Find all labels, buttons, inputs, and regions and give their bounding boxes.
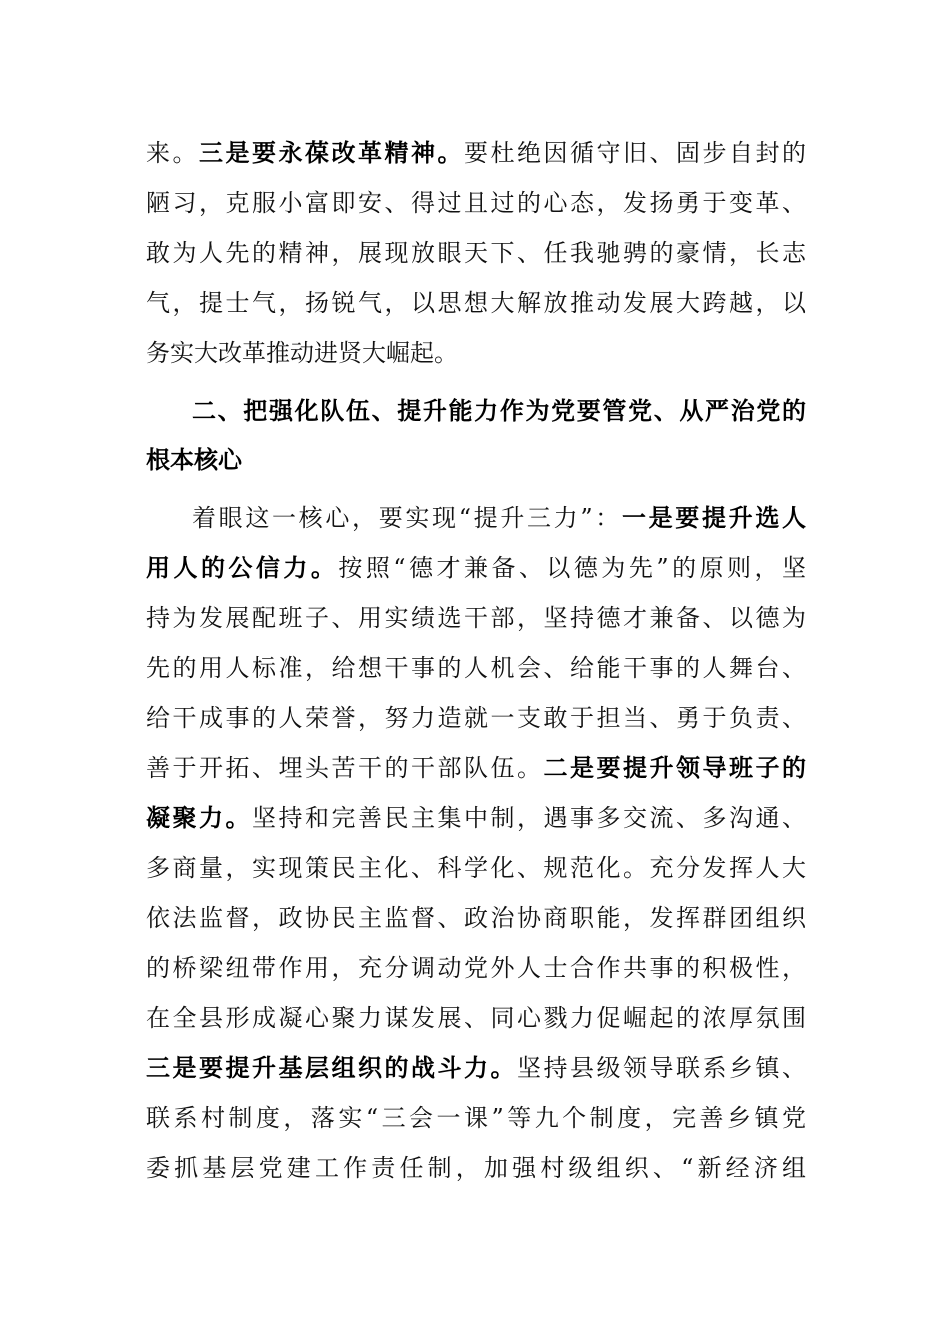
text-run: 按照“德才兼备、以德为先”的原则，坚 bbox=[338, 554, 806, 582]
bold-text-run: 二是要提升领导班子的 bbox=[543, 754, 806, 782]
paragraph-line: 委抓基层党建工作责任制，加强村级组织、“新经济组 bbox=[146, 1154, 806, 1182]
text-run: 要杜绝因循守旧、固步自封的 bbox=[464, 139, 806, 167]
paragraph-line bbox=[146, 748, 806, 788]
bold-text-run: 用人的公信力。 bbox=[146, 554, 339, 582]
text-run: 着眼这一核心，要实现“提升三力”： bbox=[192, 504, 622, 532]
paragraph-line: 给干成事的人荣誉，努力造就一支敢于担当、勇于负责、 bbox=[146, 704, 806, 732]
section-heading-continued: 根本核心 bbox=[146, 446, 242, 474]
paragraph-line: 联系村制度，落实“三会一课”等九个制度，完善乡镇党 bbox=[146, 1104, 806, 1132]
paragraph-line: 的桥梁纽带作用，充分调动党外人士合作共事的积极性， bbox=[146, 954, 806, 982]
bold-text-run: 三是要提升基层组织的战斗力。 bbox=[146, 1054, 517, 1082]
paragraph-line: 敢为人先的精神，展现放眼天下、任我驰骋的豪情，长志 bbox=[146, 239, 806, 267]
bold-text-run: 凝聚力。 bbox=[146, 804, 252, 832]
paragraph-line bbox=[146, 548, 806, 588]
paragraph-line bbox=[146, 1048, 806, 1088]
paragraph-line bbox=[192, 498, 806, 538]
paragraph-line: 持为发展配班子、用实绩选干部，坚持德才兼备、以德为 bbox=[146, 604, 806, 632]
paragraph-line: 依法监督，政协民主监督、政治协商职能，发挥群团组织 bbox=[146, 904, 806, 932]
paragraph-line bbox=[146, 133, 806, 173]
paragraph-line bbox=[146, 798, 806, 838]
paragraph-line: 先的用人标准，给想干事的人机会、给能干事的人舞台、 bbox=[146, 654, 806, 682]
text-run: 善于开拓、埋头苦干的干部队伍。 bbox=[146, 754, 544, 782]
section-heading: 二、把强化队伍、提升能力作为党要管党、从严治党的 bbox=[192, 397, 806, 425]
bold-text-run: 一是要提升选人 bbox=[621, 504, 806, 532]
text-run: 坚持和完善民主集中制，遇事多交流、多沟通、 bbox=[252, 804, 806, 832]
text-run: 坚持县级领导联系乡镇、 bbox=[517, 1054, 806, 1082]
paragraph-line: 务实大改革推动进贤大崛起。 bbox=[146, 339, 458, 367]
text-run: 来。 bbox=[146, 139, 199, 167]
bold-text-run: 三是要永葆改革精神。 bbox=[199, 139, 464, 167]
paragraph-line: 在全县形成凝心聚力谋发展、同心戮力促崛起的浓厚氛围 bbox=[146, 1004, 806, 1032]
paragraph-line: 气，提士气，扬锐气，以思想大解放推动发展大跨越，以 bbox=[146, 289, 806, 317]
paragraph-line: 多商量，实现策民主化、科学化、规范化。充分发挥人大 bbox=[146, 854, 806, 882]
paragraph-line: 陋习，克服小富即安、得过且过的心态，发扬勇于变革、 bbox=[146, 189, 806, 217]
